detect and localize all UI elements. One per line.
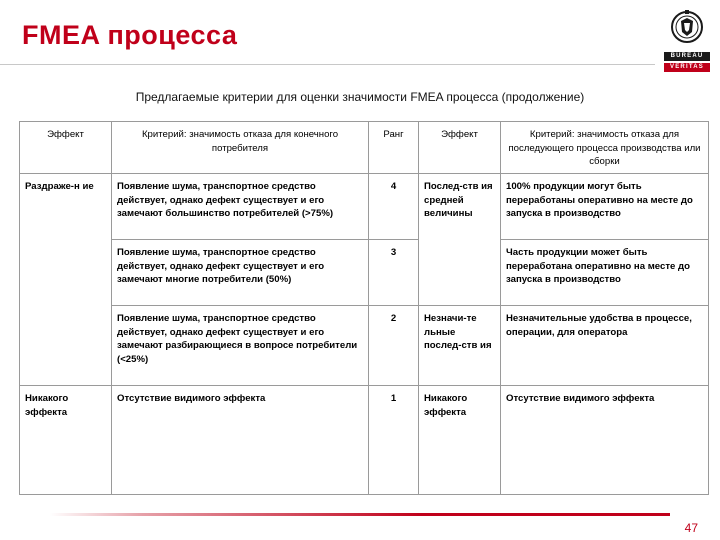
cell-rank: 3 <box>369 240 419 306</box>
cell-criterion-1: Появление шума, транспортное средство действует, однако дефект существует и его замечают разбирающиеся в вопросе потребители (<25%) <box>112 306 369 386</box>
cell-criterion-2: Часть продукции может быть переработана оперативно на месте до запуска в производство <box>501 240 709 306</box>
logo-text-bureau: BUREAU <box>664 52 710 61</box>
cell-effect-2: Послед-ств ия средней величины <box>419 174 501 306</box>
table-row <box>20 386 709 495</box>
cell-criterion-2: Незначительные удобства в процессе, операции, для оператора <box>501 306 709 386</box>
cell-criterion-1: Появление шума, транспортное средство действует, однако дефект существует и его замечают большинство потребителей (>75%) <box>112 174 369 240</box>
fmea-criteria-table <box>19 121 709 495</box>
cell-effect-1: Раздраже-н ие <box>20 174 112 386</box>
cell-effect-2: Никакого эффекта <box>419 386 501 495</box>
table-header-row <box>20 122 709 174</box>
cell-rank: 1 <box>369 386 419 495</box>
logo-text-veritas: VERITAS <box>664 63 710 72</box>
page-number: 47 <box>684 521 698 535</box>
bureau-veritas-logo <box>664 8 710 72</box>
table-row <box>20 306 709 386</box>
header-criterion-1: Критерий: значимость отказа для конечного потребителя <box>112 122 369 174</box>
cell-criterion-1: Отсутствие видимого эффекта <box>112 386 369 495</box>
table-row <box>20 240 709 306</box>
title-divider <box>0 64 655 65</box>
cell-criterion-2: 100% продукции могут быть переработаны оперативно на месте до запуска в производство <box>501 174 709 240</box>
cell-criterion-1: Появление шума, транспортное средство действует, однако дефект существует и его замечают многие потребители (50%) <box>112 240 369 306</box>
cell-criterion-2: Отсутствие видимого эффекта <box>501 386 709 495</box>
cell-effect-2: Незначи-те льные послед-ств ия <box>419 306 501 386</box>
bureau-veritas-crest-icon <box>670 8 704 48</box>
footer-divider <box>50 513 670 516</box>
cell-rank: 2 <box>369 306 419 386</box>
slide-subtitle: Предлагаемые критерии для оценки значимости FMEA процесса (продолжение) <box>135 90 585 104</box>
header-criterion-2: Критерий: значимость отказа для последующего процесса производства или сборки <box>501 122 709 174</box>
header-effect-1: Эффект <box>20 122 112 174</box>
cell-rank: 4 <box>369 174 419 240</box>
header-effect-2: Эффект <box>419 122 501 174</box>
page-title: FMEA процесса <box>22 20 238 50</box>
cell-effect-1: Никакого эффекта <box>20 386 112 495</box>
table-row <box>20 174 709 240</box>
header-rank: Ранг <box>369 122 419 174</box>
